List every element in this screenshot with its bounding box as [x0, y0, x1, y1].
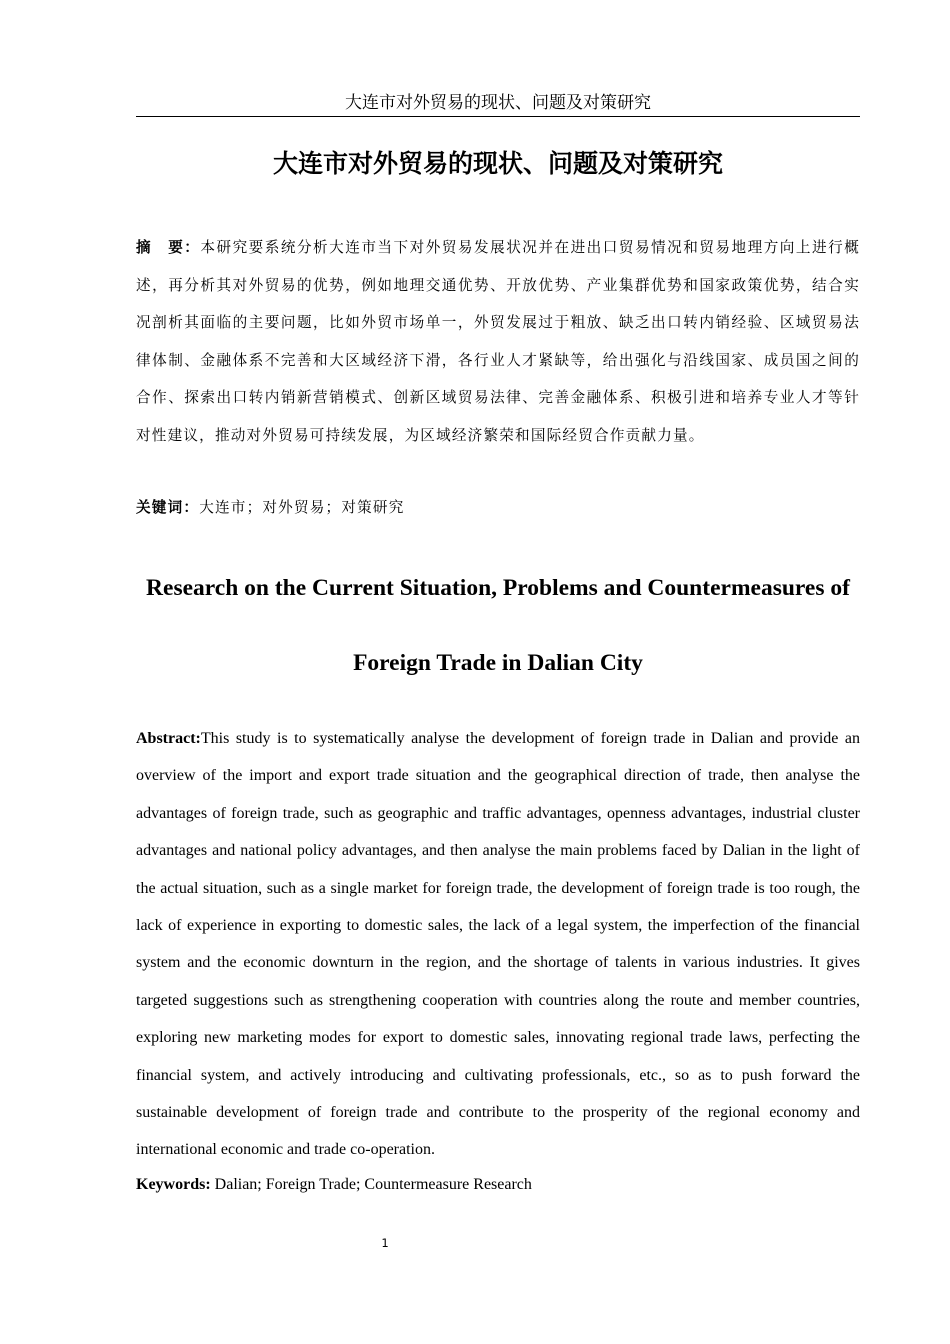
chinese-keywords-text: 大连市；对外贸易；对策研究 [199, 499, 405, 516]
english-title-line-1: Research on the Current Situation, Problems and Countermeasures of [146, 575, 850, 601]
running-header: 大连市对外贸易的现状、问题及对策研究 [136, 92, 860, 117]
english-keywords-label: Keywords: [136, 1176, 211, 1193]
chinese-keywords-label: 关键词： [136, 499, 200, 516]
english-title-line-2: Foreign Trade in Dalian City [353, 650, 643, 676]
english-keywords [136, 1170, 860, 1200]
english-abstract-label: Abstract: [136, 730, 201, 747]
chinese-keywords [136, 490, 860, 526]
english-keywords-text: Dalian; Foreign Trade; Countermeasure Research [210, 1176, 532, 1193]
chinese-abstract-label: 摘 要： [136, 239, 201, 256]
english-abstract [136, 720, 860, 1169]
chinese-abstract-text: 本研究要系统分析大连市当下对外贸易发展状况并在进出口贸易情况和贸易地理方向上进行概述，再分析其对外贸易的优势，例如地理交通优势、开放优势、产业集群优势和国家政策优势，结合实况剖析其面临的主要问题，比如外贸市场单一，外贸发展过于粗放、缺乏出口转内销经验、区域贸易法律体制、金融体系不完善和大区域经济下滑，各行业人才紧缺等，给出强化与沿线国家、成员国之间的合作、探索出口转内销新营销模式、创新区域贸易法律、完善金融体系、积极引进和培养专业人才等针对性建议，推动对外贸易可持续发展，为区域经济繁荣和国际经贸合作贡献力量。 [136, 239, 860, 444]
chinese-title: 大连市对外贸易的现状、问题及对策研究 [272, 149, 723, 178]
page-number: 1 [381, 1236, 389, 1250]
chinese-abstract [136, 229, 860, 454]
english-title [120, 551, 876, 701]
english-abstract-text: This study is to systematically analyse the development of foreign trade in Dalian and provide an overview of the import and export trade situation and the geographical direction of trade, then analyse the advantages of foreign trade, such as geographic and traffic advantages, openness advantages, industrial cluster advantages and national policy advantages, and then analyse the main problems faced by Dalian in the light of the actual situation, such as a single market for foreign trade, the development of foreign trade is too rough, the lack of experience in exporting to domestic sales, the lack of a legal system, the imperfection of the financial system and the economic downturn in the region, and the shortage of talents in various industries. It gives targeted suggestions such as strengthening cooperation with countries along the route and member countries, exploring new marketing modes for export to domestic sales, innovating regional trade laws, perfecting the financial system, and actively introducing and cultivating professionals, etc., so as to push forward the sustainable development of foreign trade and contribute to the prosperity of the regional economy and international economic and trade co-operation. [136, 730, 860, 1159]
